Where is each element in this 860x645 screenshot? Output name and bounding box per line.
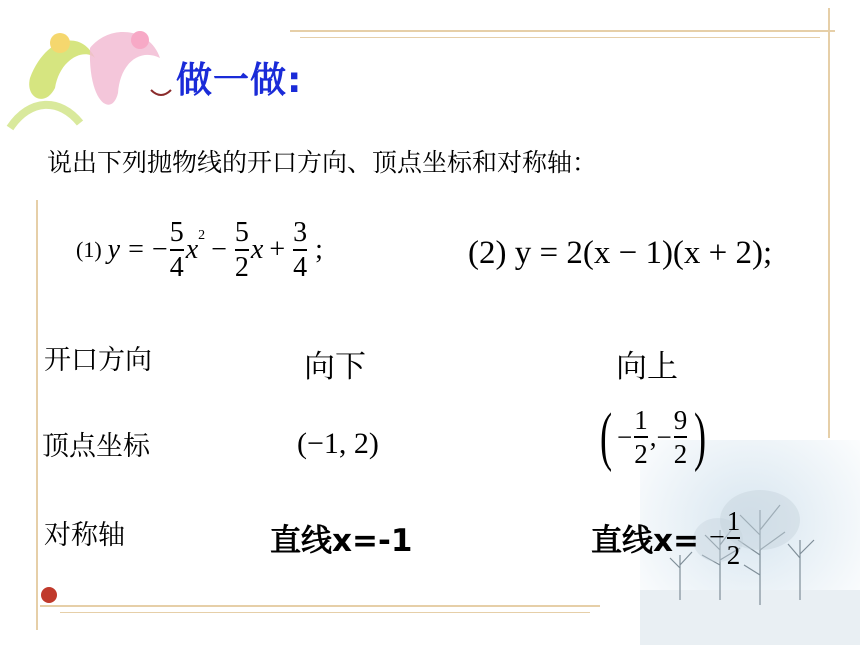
eq1-frac-c-den: 4 xyxy=(293,251,308,283)
eq1-frac-c xyxy=(293,218,307,282)
eq1-sup: 2 xyxy=(198,228,206,243)
top-border-line xyxy=(290,30,835,32)
opening-answer-1: 向下 xyxy=(304,349,366,385)
top-border-line-2 xyxy=(300,37,820,38)
eq1-frac-b-num: 5 xyxy=(234,217,249,248)
axis-of-symmetry-label: 对称轴 xyxy=(44,520,125,551)
eq1-frac-c-num: 3 xyxy=(293,217,308,248)
equation-1 xyxy=(76,218,323,282)
opening-answer-2: 向上 xyxy=(616,349,678,385)
bottom-border-line xyxy=(40,605,600,607)
vertex-2-a-num: 1 xyxy=(634,405,648,435)
axis-2-frac xyxy=(727,507,741,569)
eq1-frac-a-den: 4 xyxy=(169,251,184,283)
vertex-2-open-paren: ( xyxy=(599,400,613,473)
eq1-frac-b xyxy=(235,218,249,282)
eq1-plus: + xyxy=(269,234,286,266)
eq1-x-2: x xyxy=(250,234,264,266)
vertex-2-minus-b: − xyxy=(656,421,672,452)
decorative-figures-image xyxy=(0,18,180,138)
vertex-2-close-paren: ) xyxy=(694,400,707,473)
axis-2-minus: − xyxy=(708,521,725,553)
opening-direction-label: 开口方向 xyxy=(44,345,152,376)
left-border-line xyxy=(36,200,38,630)
vertex-answer-1: (−1, 2) xyxy=(297,427,379,460)
red-dot-marker xyxy=(41,587,57,603)
page-title: 做一做: xyxy=(176,60,303,101)
vertex-2-frac-a xyxy=(634,406,648,468)
vertex-2-a-den: 2 xyxy=(634,438,648,469)
eq1-semicolon: ; xyxy=(315,234,323,266)
bottom-border-line-2 xyxy=(60,612,590,613)
vertex-answer-2 xyxy=(595,400,711,473)
eq1-equals: = xyxy=(128,234,144,266)
equation-1-label: (1) xyxy=(76,237,102,263)
axis-2-num: 1 xyxy=(726,506,741,536)
axis-2-prefix: 直线x= xyxy=(591,523,699,560)
axis-2-den: 2 xyxy=(726,539,741,570)
eq1-minus-1: − xyxy=(151,234,168,266)
vertex-2-b-num: 9 xyxy=(673,405,688,435)
eq1-x-1: x xyxy=(185,234,199,266)
eq1-frac-b-den: 2 xyxy=(234,251,249,283)
vertex-2-comma: , xyxy=(649,421,657,452)
eq1-y: y xyxy=(107,234,121,266)
instruction-text: 说出下列抛物线的开口方向、顶点坐标和对称轴： xyxy=(47,148,598,177)
eq1-frac-a xyxy=(170,218,184,282)
right-border-line xyxy=(828,8,830,438)
eq1-frac-a-num: 5 xyxy=(169,217,184,248)
vertex-2-b-den: 2 xyxy=(673,438,688,469)
eq1-minus-2: − xyxy=(211,234,227,266)
vertex-2-minus-a: − xyxy=(616,421,633,452)
vertex-label: 顶点坐标 xyxy=(42,431,150,462)
equation-2: (2) y = 2(x − 1)(x + 2); xyxy=(468,235,773,271)
small-brace-mark xyxy=(150,88,172,98)
vertex-2-frac-b xyxy=(674,406,688,468)
axis-answer-1: 直线x=-1 xyxy=(270,523,413,559)
axis-answer-2 xyxy=(591,507,742,569)
